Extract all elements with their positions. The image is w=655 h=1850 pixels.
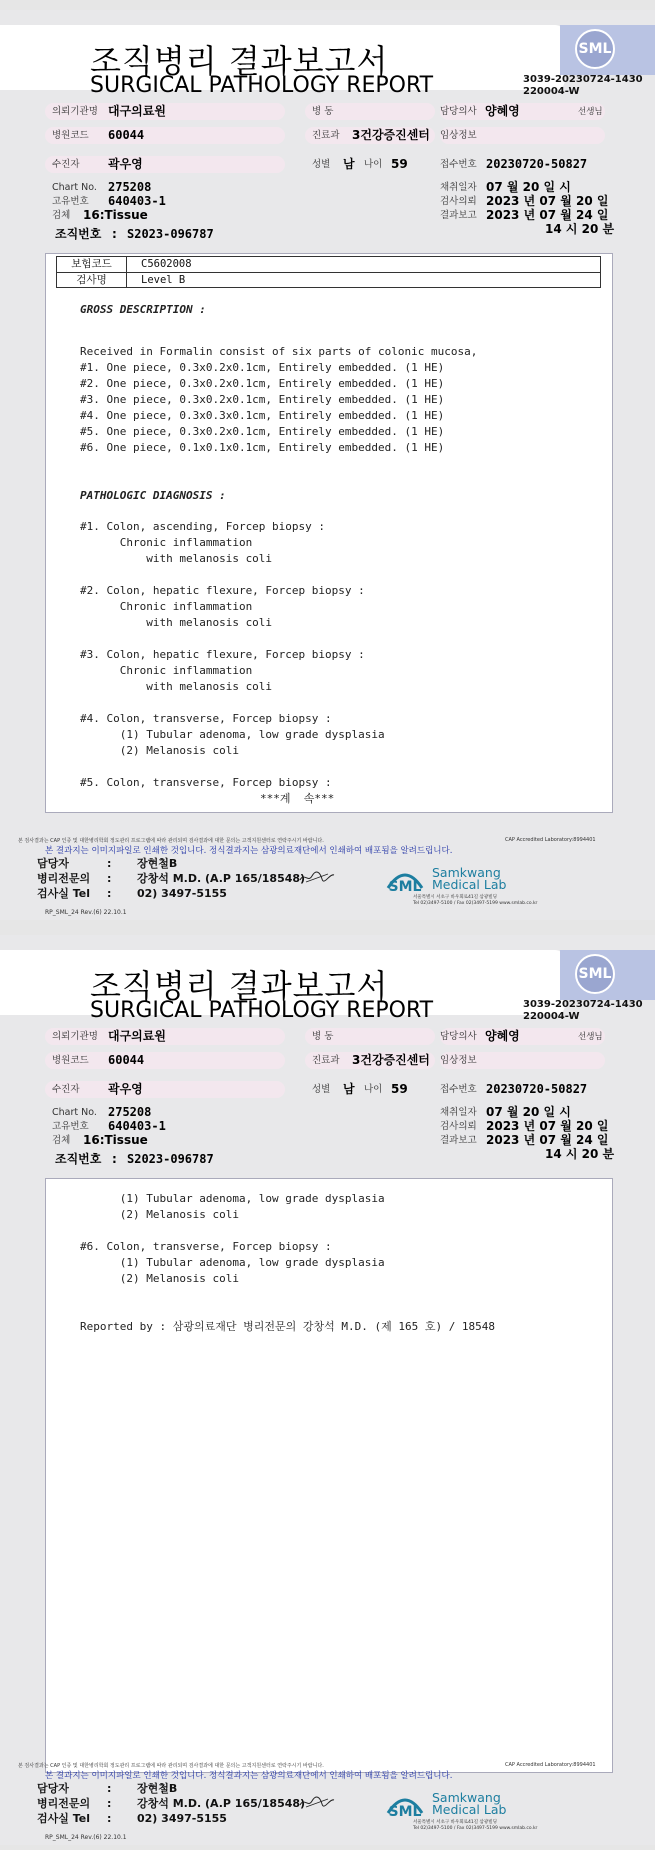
report-page-1 — [0, 10, 655, 920]
collect-date-label: 채취일자 — [440, 182, 477, 193]
ward-label: 병 동 — [312, 106, 334, 117]
sex-label: 성별 — [312, 1084, 331, 1095]
lab-address: 서울특별시 서초구 바우뫼로41길 삼광빌딩 — [413, 1820, 497, 1825]
request-date-label: 검사의뢰 — [440, 1121, 477, 1132]
result-time-value: 14 시 20 분 — [545, 1147, 615, 1161]
doctor-suffix: 선생님 — [578, 1032, 603, 1042]
institution-value: 대구의료원 — [108, 104, 166, 118]
specimen-value: 16:Tissue — [83, 1133, 148, 1147]
unique-no-value: 640403-1 — [108, 194, 166, 208]
doctor-suffix: 선생님 — [578, 107, 603, 117]
collect-date-value: 07 월 20 일 시 — [486, 1105, 571, 1119]
report-title-english: SURGICAL PATHOLOGY REPORT — [90, 73, 434, 98]
chart-label: Chart No. — [52, 182, 97, 193]
code-row: 보험코드 C5602008 — [57, 257, 600, 272]
unique-no-label: 고유번호 — [52, 1121, 89, 1132]
specimen-value: 16:Tissue — [83, 208, 148, 222]
result-date-label: 결과보고 — [440, 210, 477, 221]
result-date-value: 2023 년 07 월 24 일 — [486, 1133, 609, 1147]
patient-label: 수진자 — [52, 159, 80, 170]
samkwang-logo-text: Samkwang Medical Lab — [432, 865, 507, 892]
clinical-info-label: 임상정보 — [440, 1055, 477, 1066]
request-date-value: 2023 년 07 월 20 일 — [486, 194, 609, 208]
manager-row: 담당자 : 장현철B — [37, 857, 178, 870]
patient-value: 곽우영 — [108, 157, 143, 171]
document-number: 3039-20230724-1430 220004-W — [523, 74, 643, 97]
revision-note: RP_SML_24 Rev.(6) 22.10.1 — [45, 909, 127, 916]
revision-note: RP_SML_24 Rev.(6) 22.10.1 — [45, 1834, 127, 1841]
svg-text:SML: SML — [388, 879, 422, 895]
collect-date-value: 07 월 20 일 시 — [486, 180, 571, 194]
sex-value: 남 — [343, 157, 355, 171]
pathologic-diagnosis-title: PATHOLOGIC DIAGNOSIS : — [80, 489, 226, 502]
report-body — [45, 253, 613, 813]
tissue-no-label: 조직번호 — [55, 227, 102, 241]
lab-tel-row: 검사실 Tel : 02) 3497-5155 — [37, 1812, 227, 1825]
lab-contact: Tel 02)3497-5100 / Fax 02)3497-5199 www.smlab.co.kr — [413, 901, 538, 906]
chart-label: Chart No. — [52, 1107, 97, 1118]
doctor-label: 담당의사 — [440, 1031, 477, 1042]
code-row: 검사명 Level B — [57, 272, 600, 287]
specimen-label: 검체 — [52, 1135, 71, 1146]
tissue-no-label: 조직번호 — [55, 1152, 102, 1166]
report-body — [45, 1178, 613, 1773]
tissue-no-value: S2023-096787 — [127, 1152, 214, 1166]
dept-label: 진료과 — [312, 130, 340, 141]
receipt-label: 접수번호 — [440, 1084, 477, 1095]
request-date-label: 검사의뢰 — [440, 196, 477, 207]
report-page-2 — [0, 935, 655, 1845]
sml-logo-icon: SML — [575, 954, 615, 994]
receipt-label: 접수번호 — [440, 159, 477, 170]
gross-description-text: Received in Formalin consist of six parts of colonic mucosa, #1. One piece, 0.3x0.2x0.1cm, Entirely embedded. (1 HE) #2. One piece, 0.3x0.2x0.1cm, Entirely embedded. (1 HE) #3. One piece, 0.3x0.2x0.1cm, Entirely embedded. (1 HE) #4. One piece, 0.3x0.3x0.1cm, Entirely embedded. (1 HE) #5. One piece, 0.3x0.2x0.1cm, Entirely embedded. (1 HE) #6. One piece, 0.1x0.1x0.1cm, Entirely embedded. (1 HE) — [80, 345, 478, 454]
patient-value: 곽우영 — [108, 1082, 143, 1096]
footer-disclaimer: 본 검사결과는 CAP 인증 및 대한병리학회 정도관리 프로그램에 따라 관리되며 검사결과에 대한 문의는 고객지원센터로 연락주시기 바랍니다. — [18, 1763, 324, 1769]
svg-text:SML: SML — [388, 1804, 422, 1820]
hospital-code-value: 60044 — [108, 128, 145, 142]
footer-disclaimer: 본 검사결과는 CAP 인증 및 대한병리학회 정도관리 프로그램에 따라 관리되며 검사결과에 대한 문의는 고객지원센터로 연락주시기 바랍니다. — [18, 838, 324, 844]
receipt-value: 20230720-50827 — [486, 157, 588, 171]
tissue-no-value: S2023-096787 — [127, 227, 214, 241]
manager-row: 담당자 : 장현철B — [37, 1782, 178, 1795]
dept-value: 3건강증진센터 — [352, 1053, 430, 1067]
doctor-value: 양혜영 — [485, 1029, 520, 1043]
institution-label: 의뢰기관명 — [52, 1031, 98, 1042]
age-label: 나이 — [364, 159, 383, 170]
age-label: 나이 — [364, 1084, 383, 1095]
doctor-label: 담당의사 — [440, 106, 477, 117]
report-title-korean: 조직병리 결과보고서 — [90, 967, 389, 1005]
tissue-no-colon: : — [112, 227, 117, 241]
dept-value: 3건강증진센터 — [352, 128, 430, 142]
result-time-value: 14 시 20 분 — [545, 222, 615, 236]
hospital-code-value: 60044 — [108, 1053, 145, 1067]
samkwang-logo-text: Samkwang Medical Lab — [432, 1790, 507, 1817]
clinical-info-label: 임상정보 — [440, 130, 477, 141]
pathologic-diagnosis-text: #1. Colon, ascending, Forcep biopsy : Chronic inflammation with melanosis coli #2. Colon, hepatic flexure, Forcep biopsy : Chronic inflammation with melanosis coli #3. Colon, hepatic flexure, Forcep biopsy : Chronic inflammation with melanosis coli #4. Colon, transverse, Forcep biopsy : (1) Tubular adenoma, low grade dysplasia (2) Melanosis coli #5. Colon, transverse, Forcep biopsy : — [80, 520, 385, 789]
ward-label: 병 동 — [312, 1031, 334, 1042]
pathologist-row: 병리전문의 : 강창석 M.D. (A.P 165/18548) — [37, 872, 306, 885]
report-title-korean: 조직병리 결과보고서 — [90, 42, 389, 80]
lab-tel-row: 검사실 Tel : 02) 3497-5155 — [37, 887, 227, 900]
code-table — [56, 256, 601, 288]
cap-accreditation: CAP Accredited Laboratory:8994401 — [505, 1762, 596, 1768]
lab-contact: Tel 02)3497-5100 / Fax 02)3497-5199 www.smlab.co.kr — [413, 1826, 538, 1831]
diagnosis-continuation-text: (1) Tubular adenoma, low grade dysplasia (2) Melanosis coli #6. Colon, transverse, Forcep biopsy : (1) Tubular adenoma, low grade dysplasia (2) Melanosis coli Reported by : 삼광의료재단 병리전문의 강창석 M.D. (제 165 호) / 18548 — [80, 1192, 496, 1333]
continued-note: ***계 속*** — [260, 792, 335, 805]
chart-value: 275208 — [108, 180, 152, 194]
sex-value: 남 — [343, 1082, 355, 1096]
report-title-english: SURGICAL PATHOLOGY REPORT — [90, 998, 434, 1023]
specimen-label: 검체 — [52, 210, 71, 221]
tissue-no-colon: : — [112, 1152, 117, 1166]
dept-label: 진료과 — [312, 1055, 340, 1066]
result-date-label: 결과보고 — [440, 1135, 477, 1146]
collect-date-label: 채취일자 — [440, 1107, 477, 1118]
result-date-value: 2023 년 07 월 24 일 — [486, 208, 609, 222]
institution-label: 의뢰기관명 — [52, 106, 98, 117]
age-value: 59 — [391, 157, 408, 171]
hospital-code-label: 병원코드 — [52, 1055, 89, 1066]
doctor-value: 양혜영 — [485, 104, 520, 118]
institution-value: 대구의료원 — [108, 1029, 166, 1043]
footer-notice: 본 결과지는 이미지파일로 인쇄한 것입니다. 정식결과지는 삼광의료재단에서 인쇄하여 배포됨을 알려드립니다. — [45, 1771, 453, 1781]
footer-notice: 본 결과지는 이미지파일로 인쇄한 것입니다. 정식결과지는 삼광의료재단에서 인쇄하여 배포됨을 알려드립니다. — [45, 846, 453, 856]
unique-no-label: 고유번호 — [52, 196, 89, 207]
sex-label: 성별 — [312, 159, 331, 170]
hospital-code-label: 병원코드 — [52, 130, 89, 141]
lab-address: 서울특별시 서초구 바우뫼로41길 삼광빌딩 — [413, 895, 497, 900]
pathologist-row: 병리전문의 : 강창석 M.D. (A.P 165/18548) — [37, 1797, 306, 1810]
cap-accreditation: CAP Accredited Laboratory:8994401 — [505, 837, 596, 843]
unique-no-value: 640403-1 — [108, 1119, 166, 1133]
age-value: 59 — [391, 1082, 408, 1096]
chart-value: 275208 — [108, 1105, 152, 1119]
request-date-value: 2023 년 07 월 20 일 — [486, 1119, 609, 1133]
gross-description-title: GROSS DESCRIPTION : — [80, 303, 206, 316]
receipt-value: 20230720-50827 — [486, 1082, 588, 1096]
pathologist-signature — [298, 870, 336, 884]
document-number: 3039-20230724-1430 220004-W — [523, 999, 643, 1022]
patient-label: 수진자 — [52, 1084, 80, 1095]
pathologist-signature — [298, 1795, 336, 1809]
sml-logo-icon: SML — [575, 29, 615, 69]
